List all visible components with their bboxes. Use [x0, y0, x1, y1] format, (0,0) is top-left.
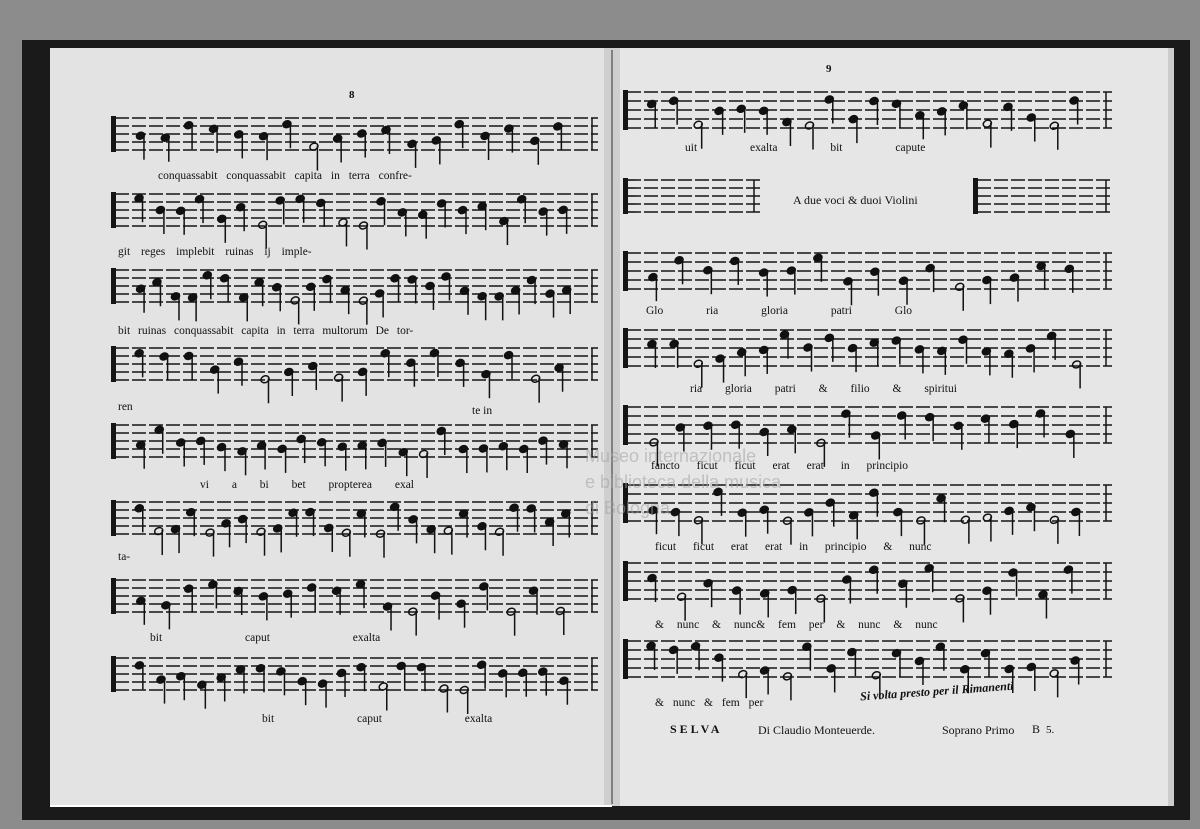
right-lyric-top: uit exalta bit capute: [685, 142, 926, 154]
left-page-number: 8: [349, 89, 355, 101]
left-lyric-8: bit caput exalta: [150, 632, 381, 644]
left-page: [50, 48, 612, 806]
footer-signature: SELVA: [670, 722, 723, 736]
left-lyric-1: conquassabit conquassabit capita in terra confre-: [158, 170, 412, 182]
left-lyric-5: te in: [472, 405, 493, 417]
right-page-number: 9: [826, 63, 832, 75]
footer-signature-mark: B: [1032, 722, 1041, 736]
left-lyric-2: git reges implebit ruinas ij imple-: [118, 246, 312, 258]
left-lyric-3: bit ruinas conquassabit capita in terra multorum De tor-: [118, 325, 414, 337]
right-lyric-3: fancto ficut ficut erat erat in principio: [651, 460, 909, 472]
watermark-line-3: di Bologna: [585, 498, 671, 518]
right-lyric-1: Glo ria gloria patri Glo: [646, 305, 913, 317]
handwritten-note: Si volta presto per il Rimanenti: [859, 678, 1014, 704]
watermark-line-1: Museo internazionale: [585, 446, 757, 466]
section-heading: A due voci & duoi Violini: [793, 193, 918, 207]
watermark-line-2: e biblioteca della musica: [585, 472, 782, 492]
left-lyric-6: vi a bi bet propterea exal: [200, 479, 414, 491]
footer-author: Di Claudio Monteuerde.: [758, 723, 875, 737]
right-lyric-2: ria gloria patri & filio & spiritui: [690, 383, 957, 395]
right-lyric-6: & nunc & fem per: [655, 697, 764, 709]
footer-part: Soprano Primo: [942, 723, 1015, 737]
footer-page-count: 5.: [1046, 724, 1055, 736]
left-lyric-4: ren: [118, 401, 133, 413]
right-lyric-5: & nunc & nunc& fem per & nunc & nunc: [655, 619, 938, 631]
left-lyric-9: bit caput exalta: [262, 713, 493, 725]
left-lyric-7: ta-: [118, 551, 131, 563]
right-lyric-4: ficut ficut erat erat in principio & nunc: [655, 541, 932, 553]
